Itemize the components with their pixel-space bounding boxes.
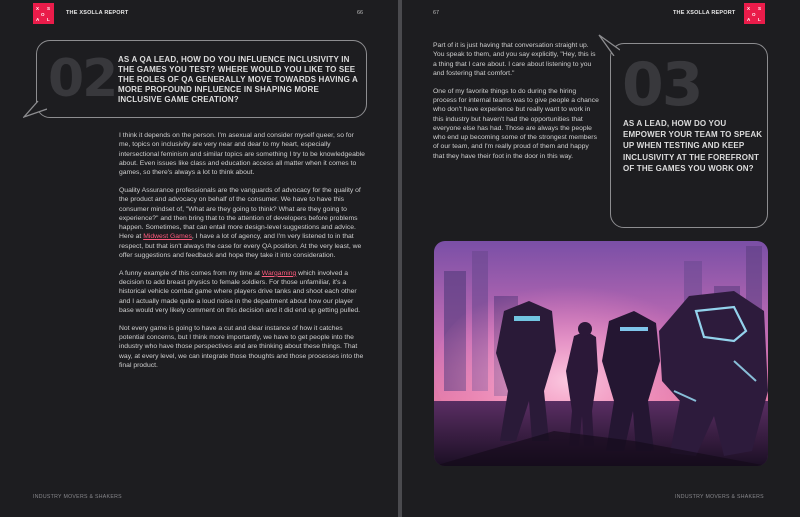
right-page bbox=[402, 0, 800, 517]
logo-letter: O bbox=[41, 11, 45, 17]
logo-letter: A bbox=[36, 17, 40, 22]
bubble-tail-icon bbox=[23, 99, 47, 119]
page-number: 66 bbox=[357, 10, 364, 16]
logo-letter: X bbox=[747, 6, 751, 11]
text-run: , I have a lot of agency, and I'm very listened to in that respect, but that isn't always the case for every QA position. At the very least, we offer suggestions and feedback and hope they take it into consideration. bbox=[119, 233, 362, 260]
wargaming-link[interactable]: Wargaming bbox=[261, 269, 297, 277]
page-footer: INDUSTRY MOVERS & SHAKERS bbox=[675, 494, 764, 500]
logo-letter: S bbox=[47, 6, 51, 11]
bubble-tail-icon bbox=[598, 34, 620, 56]
logo-letter: L bbox=[47, 17, 50, 22]
logo-letter: A bbox=[747, 17, 751, 22]
xsolla-logo bbox=[33, 3, 54, 24]
report-title: THE XSOLLA REPORT bbox=[66, 10, 129, 16]
text-run: Quality Assurance professionals are the vanguards of advocacy for the quality of the product and advocacy on behalf of the consumer. We have to have this consumer mindset of, "What are they going to think? What are they going to experience?" and then bring that to the attention of developers before problems happen. Sometimes, that can entail more design-level suggestions and advice. Here at bbox=[119, 186, 361, 241]
paragraph: Part of it is just having that conversation straight up. You speak to them, and you say explicitly, "Hey, this is a thing that I care about. I care about listening to you and fostering that comfort." bbox=[433, 42, 596, 77]
paragraph bbox=[119, 269, 366, 315]
paragraph: One of my favorite things to do during the hiring process for internal teams was to give people a chance who don't have experience but really want to work in this industry but haven't had the opportunities that everyone else has had. Those are always the people who end up becoming some of the strongest members of our team, and I'm really proud of them and happy that they have their foot in the door in this way. bbox=[433, 87, 599, 160]
question-number: 02 bbox=[48, 49, 117, 109]
article-body bbox=[433, 41, 601, 170]
logo-letter: L bbox=[758, 17, 761, 22]
paragraph: Not every game is going to have a cut and clear instance of how it catches potential concerns, but I think more importantly, we have to get people into the industry who have those perspectives and are thinking about these things. That way, at every level, we can integrate those thoughts and those processes into the final product. bbox=[119, 324, 364, 370]
xsolla-logo bbox=[744, 3, 765, 24]
question-text: AS A QA LEAD, HOW DO YOU INFLUENCE INCLUSIVITY IN THE GAMES YOU TEST? WHERE WOULD YOU LIKE TO SEE THE ROLES OF QA GENERALLY MOVE TOWARDS HAVING A MORE PROFOUND INFLUENCE IN SHAPING MORE INCLUSIVE GAME CREATION? bbox=[118, 55, 358, 104]
logo-letter: S bbox=[758, 6, 762, 11]
logo-letter: X bbox=[36, 6, 40, 11]
paragraph bbox=[119, 186, 366, 260]
text-run: which involved a decision to add breast physics to female soldiers. For those unfamiliar, it's a historical vehicle combat game where players drive tanks and shoot each other and I actually made quite a loud noise in the department about how our player base would very likely comment on this decision and it did end up getting pulled. bbox=[119, 269, 361, 315]
question-number: 03 bbox=[622, 50, 702, 120]
article-body bbox=[119, 131, 366, 379]
page-number: 67 bbox=[433, 10, 440, 16]
logo-letter: O bbox=[752, 11, 756, 17]
paragraph: I think it depends on the person. I'm asexual and consider myself queer, so for me, topics on inclusivity are very near and dear to my heart, especially intersectional feminism and similar topics are something I try to be knowledgeable about. Even issues like class and education access all matter when it comes to games, so there's always a lot to think about. bbox=[119, 132, 365, 177]
midwest-games-link[interactable]: Midwest Games bbox=[143, 233, 192, 241]
game-artwork bbox=[434, 241, 768, 466]
question-text: AS A LEAD, HOW DO YOU EMPOWER YOUR TEAM TO SPEAK UP WHEN TESTING AND KEEP INCLUSIVITY AT THE FOREFRONT OF THE GAMES YOU WORK ON? bbox=[623, 119, 763, 173]
robots-artwork-image bbox=[434, 241, 768, 466]
report-title: THE XSOLLA REPORT bbox=[673, 10, 736, 16]
text-run: A funny example of this comes from my time at bbox=[119, 269, 262, 277]
page-footer: INDUSTRY MOVERS & SHAKERS bbox=[33, 494, 122, 500]
left-page bbox=[0, 0, 398, 517]
